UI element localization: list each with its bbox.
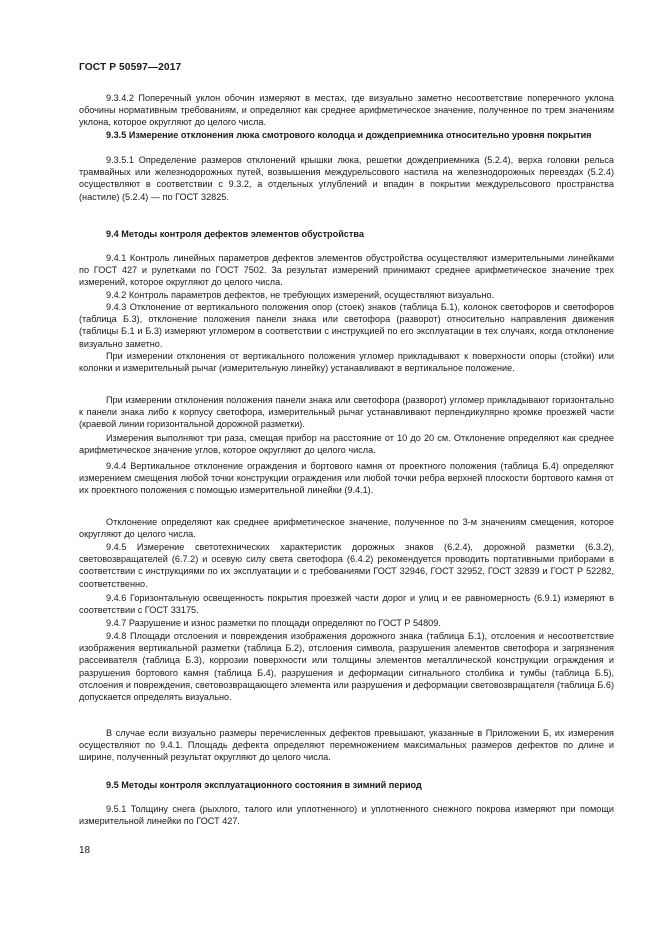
paragraph-panel-measure: При измерении отклонения положения панели знака или светофора (разворот) угломер прикладывают горизонтально к панели знака либо к корпусу светофора, измерительный рычаг устанавливают перпендикулярно кромке проезжей части (краевой линии горизонтальной дорожной разметки). xyxy=(79,395,614,430)
paragraph-vertical-measure: При измерении отклонения от вертикального положения угломер прикладывают к поверхности опоры (стойки) или колонки и измерительный рычаг (измерительную линейку) устанавливают в вертикальное положение. xyxy=(79,351,614,374)
section-heading-9-3-5: 9.3.5 Измерение отклонения люка смотрового колодца и дождеприемника относительно уровня покрытия xyxy=(106,130,592,140)
paragraph-9-4-8: 9.4.8 Площади отслоения и повреждения изображения дорожного знака (таблица Б.1), отслоения и несоответствие изображения вертикальной разметки (таблица Б.2), отслоения символа, разрушения элементов светофора и загрязнения рассеивателя (таблица Б.3), коррозии поверхности или толщины элементов металлической конструкции ограждения и разрушения бортового камня (таблица Б.4), разрушения и деформации сигнального столбика и тумбы (таблица Б.5), отслоения и повреждения, световозвращающего элемента или разрушения и деформации световозвращателя (таблица Б.6) допускается определять визуально. xyxy=(79,631,614,703)
paragraph-9-5-1: 9.5.1 Толщину снега (рыхлого, талого или уплотненного) и уплотненного снежного покрова измеряют при помощи измерительной линейки по ГОСТ 427. xyxy=(79,804,614,827)
paragraph-9-3-5-1: 9.3.5.1 Определение размеров отклонений крышки люка, решетки дождеприемника (5.2.4), верха головки рельса трамвайных или железнодорожных путей, возвышения междурельсового настила на железнодорожных переездах (5.2.4) осуществляют в соответствии с 9.3.2, а отдельных углублений и впадин в покрытии междурельсового пространства (настиле) (5.2.4) — по ГОСТ 32825. xyxy=(79,155,614,202)
paragraph-9-4-2: 9.4.2 Контроль параметров дефектов, не требующих измерений, осуществляют визуально. xyxy=(106,290,495,300)
paragraph-9-4-7: 9.4.7 Разрушение и износ разметки по площади определяют по ГОСТ Р 54809. xyxy=(106,618,441,628)
paragraph-9-3-4-2: 9.3.4.2 Поперечный уклон обочин измеряют в местах, где визуально заметно несоответствие поперечного уклона обочины нормативным требованиям, и определяют как среднее арифметическое значение, полученное по трем значениям уклона, которое округляют до целого числа. xyxy=(79,93,614,128)
paragraph-appendix-b: В случае если визуально размеры перечисленных дефектов превышают, указанные в Приложении Б, их измерения осуществляют по 9.4.1. Площадь дефекта определяют перемножением максимальных размеров дефектов по длине и ширине, полученный результат округляют до целого числа. xyxy=(79,728,614,763)
paragraph-9-4-3: 9.4.3 Отклонение от вертикального положения опор (стоек) знаков (таблица Б.1), колонок светофоров и светофоров (таблица Б.3), отклонение положения панели знака или светофора (разворот) относительно направления движения (таблицы Б.1 и Б.3) измеряют угломером в соответствии с инструкцией по его эксплуатации в тех случаях, когда отклонение визуально заметно. xyxy=(79,302,614,349)
section-heading-9-5: 9.5 Методы контроля эксплуатационного состояния в зимний период xyxy=(106,780,422,790)
document-header: ГОСТ Р 50597—2017 xyxy=(79,62,182,73)
paragraph-deviation-average: Отклонение определяют как среднее арифметическое значение, полученное по 3-м значениям смещения, которое округляют до целого числа. xyxy=(79,517,614,540)
page-number: 18 xyxy=(79,845,91,856)
paragraph-three-measurements: Измерения выполняют три раза, смещая прибор на расстояние от 10 до 20 см. Отклонение определяют как среднее арифметическое значение углов, которое округляют до целого числа. xyxy=(79,433,614,456)
paragraph-9-4-1: 9.4.1 Контроль линейных параметров дефектов элементов обустройства осуществляют измерительными линейками по ГОСТ 427 и рулетками по ГОСТ 7502. За результат измерений принимают среднее арифметическое значение трех измерений, которое округляют до целого числа. xyxy=(79,253,614,288)
section-heading-9-4: 9.4 Методы контроля дефектов элементов обустройства xyxy=(106,229,364,239)
paragraph-9-4-6: 9.4.6 Горизонтальную освещенность покрытия проезжей части дорог и улиц и ее равномерность (6.9.1) измеряют в соответствии с ГОСТ 33175. xyxy=(79,593,614,616)
paragraph-9-4-5: 9.4.5 Измерение светотехнических характеристик дорожных знаков (6.2.4), дорожной разметки (6.3.2), световозвращателей (6.7.2) и осевую силу света светофора (6.4.2) рекомендуется проводить портативными приборами в соответствии с инструкциями по их эксплуатации и с требованиями ГОСТ 32946, ГОСТ 32952, ГОСТ 32839 и ГОСТ Р 52282, соответственно. xyxy=(79,542,614,589)
paragraph-9-4-4: 9.4.4 Вертикальное отклонение ограждения и бортового камня от проектного положения (таблица Б.4) определяют измерением смещения любой точки конструкции ограждения или любой точки ребра верхней плоскости бортового камня от их проектного положения с помощью измерительной линейки (9.4.1). xyxy=(79,461,614,496)
